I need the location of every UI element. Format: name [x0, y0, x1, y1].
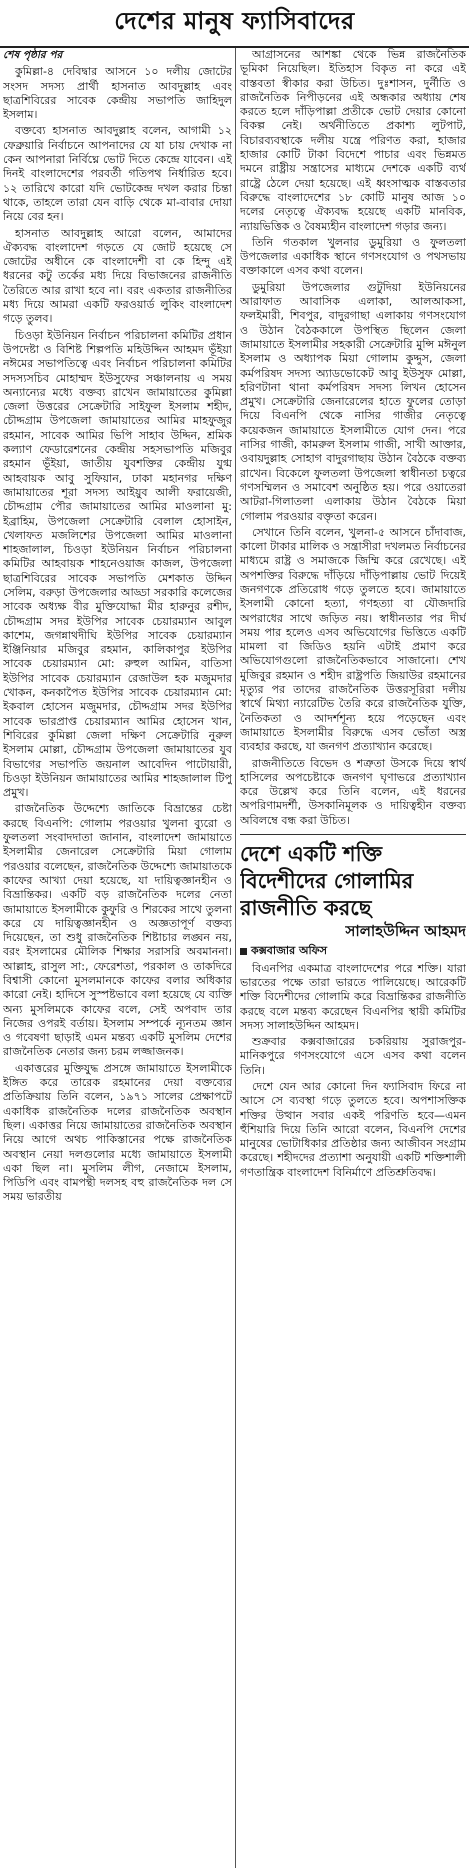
paragraph: সেখানে তিনি বলেন, খুলনা-৫ আসনে চাঁদাবাজ, কালো টাকার মালিক ও সন্ত্রাসীরা দখলমত নির্বাচনের মাধ্যমে রাষ্ট্র ও সমাজকে জিম্মি করে রেখেছে। এই অপশক্তির বিরুদ্ধে দাঁড়িয়ে দাঁড়িপাল্লায় ভোট দিয়েই জনগণকে প্রতিরোধ গড়ে তুলতে হবে। জামায়াতে ইসলামী কোনো হত্যা, গণহত্যা বা যৌজদারি অপরাধের সাথে জড়িত নয়। স্বাধীনতার পর দীর্ঘ সময় পার হলেও এসব অভিযোগের ভিত্তিতে একটি মামলা বা জিডিও হয়নি এটাই প্রমাণ করে অভিযোগগুলো রাজনৈতিকভাবে সাজানো। শেখ মুজিবুর রহমান ও শহীদ রাষ্ট্রপতি জিয়াউর রহমানের মৃত্যুর পর তাদের রাজনৈতিক উত্তরসূরিরা দলীয় স্বার্থে মিথ্যা ন্যারেটিভ তৈরি করে রাজনৈতিক যুক্তি, নৈতিকতা ও আদর্শশূন্য হয়ে পড়েছেন এবং জামায়াতে ইসলামীর বিরুদ্ধে এসব ভোঁতা অস্ত্র ব্যবহার করছে, যা জনগণ প্রত্যাখ্যান করেছে। — [240, 525, 466, 754]
story2-dateline-text: কক্সবাজার অফিস — [251, 944, 327, 958]
square-bullet-icon — [240, 948, 247, 955]
paragraph: দেশে যেন আর কোনো দিন ফ্যাসিবাদ ফিরে না আসে সে ব্যবস্থা গড়ে তুলতে হবে। অপশাসক্তিক শক্তির উত্থান সবার একই পরিণতি হবে—এমন হুঁশিয়ারি দিয়ে তিনি আরো বলেন, বিএনপি দেশের মানুষের ভোটাধিকার প্রতিষ্ঠার জন্য আজীবন সংগ্রাম করেছে। শহীদদের প্রত্যাশা অনুযায়ী একটি শক্তিশালী গণতান্ত্রিক বাংলাদেশ বিনির্মাণে প্রতিশ্রুতিবদ্ধ। — [240, 1080, 466, 1179]
paragraph: কুমিল্লা-৪ দেবিদ্বার আসনে ১০ দলীয় জোটের সংসদ সদস্য প্রার্থী হাসনাত আবদুল্লাহ এবং ছাত্রশিবিরের সাবেক কেন্দ্রীয় সভাপতি জাহিদুল ইসলাম। — [3, 65, 232, 122]
story2-dateline — [240, 944, 466, 958]
paragraph: রাজনীতিতে বিভেদ ও শত্রুতা উসকে দিয়ে স্বার্থ হাসিলের অপচেষ্টাকে জনগণ ঘৃণাভরে প্রত্যাখ্যান করে উল্লেখ করে তিনি বলেন, এই ধরনের অপরিণামদর্শী, উসকানিমূলক ও দায়িত্বহীন বক্তব্য অবিলম্বে বন্ধ করা উচিত। — [240, 756, 466, 827]
left-column — [3, 48, 232, 1868]
paragraph: তিনি গতকাল খুলনার ডুমুরিয়া ও ফুলতলা উপজেলার একাধিক স্থানে গণসংযোগ ও পথসভায় বক্তাকালে এসব কথা বলেন। — [240, 235, 466, 278]
right-column — [240, 48, 466, 1868]
paragraph: হাসনাত আবদুল্লাহ আরো বলেন, আমাদের ঐক্যবদ্ধ বাংলাদেশ গড়তে যে জোট হয়েছে সে জোটের অধীনে কে বাংলাদেশী বা কে হিন্দু এই ধরনের কটু তর্কের মধ্য দিয়ে বিভাজনের রাজনীতি তৈরিতে আর রাখা হবে না। বরং একতার রাজনীতির মধ্য দিয়ে আমরা একটি ফরওয়ার্ড লুকিং বাংলাদেশ গড়ে তুলব। — [3, 226, 232, 326]
paragraph: রাজনৈতিক উদ্দেশ্যে জাতিকে বিভ্রান্তের চেষ্টা করছে বিএনপি: গোলাম পরওয়ার খুলনা ব্যুরো ও ফুলতলা সংবাদদাতা জানান, বাংলাদেশ জামায়াতে ইসলামীর জেনারেল সেক্রেটারি মিয়া গোলাম পরওয়ার বলেছেন, রাজনৈতিক উদ্দেশ্যে জামায়াতকে কাফের আখ্যা দেয়া হয়েছে, যা দায়িত্বজ্ঞানহীন ও বিভ্রান্তিকর। একটি বড় রাজনৈতিক দলের নেতা জামায়াতে ইসলামীকে কুফুরি ও শিরকের সাথে তুলনা করে যে দায়িত্বজ্ঞানহীন ও অজ্ঞতাপূর্ণ বক্তব্য দিয়েছেন, তা শুধু রাজনৈতিক শিষ্টাচার লঙ্ঘন নয়, বরং ইসলামের মৌলিক শিক্ষার সরাসরি অবমাননা। আল্লাহ, রাসুল সা:, ফেরেশতা, পরকাল ও তাকদিরে বিশ্বাসী কোনো মুসলমানকে কাফের বলার অধিকার কারো নেই। হাদিসে সুস্পষ্টভাবে বলা হয়েছে যে ব্যক্তি অন্য মুসলিমকে কাফের বলে, সেই অপবাদ তার নিজের ওপরই বর্তায়। ইসলাম সম্পর্কে ন্যূনতম জ্ঞান ও গবেষণা ছাড়াই এমন মন্তব্য একটি মুসলিম দেশের রাজনৈতিক নেতার জন্য চরম লজ্জাজনক। — [3, 802, 232, 1059]
story-divider — [240, 834, 466, 835]
paragraph: ডুমুরিয়া উপজেলার গুটুদিয়া ইউনিয়নের আরাফাত আবাসিক এলাকা, আলআকসা, ফলইমারী, শিবপুর, বাদুরগাছা এলাকায় গণসংযোগ ও উঠান বৈঠককালে উপস্থিত ছিলেন জেলা জামায়াতে ইসলামীর সহকারী সেক্রেটারি মুন্সি মঈনুল ইসলাম ও অধ্যাপক মিয়া গোলাম কুদ্দুস, জেলা কর্মপরিষদ সদস্য অ্যাডভোকেট আবু ইউসুফ মোল্লা, হরিণটানা থানা কর্মপরিষদ সদস্য লিখন হোসেন প্রমুখ। সেক্রেটারি জেনারেলের হাতে ফুলের তোড়া দিয়ে বিএনপি থেকে নাসির গাজীর নেতৃত্বে কয়েকজন জামায়াতে ইসলামীতে যোগ দেন। পরে নাসির গাজী, কামরুল ইসলাম গাজী, সাখী আক্তার, ওবায়দুল্লাহ সোহাগ বাদুরগাছায় উঠান বৈঠকে বক্তব্য রাখেন। বিকেলে ফুলতলা উপজেলা স্বাধীনতা চত্বরে গণসম্মিলন ও সমাবেশ অনুষ্ঠিত হয়। পরে ওয়াতেরা আটরা-গিলাতলা এলাকায় উঠান বৈঠকে মিয়া গোলাম পরওয়ার বক্তৃতা করেন। — [240, 280, 466, 523]
paragraph: শুক্রবার কক্সবাজারের চকরিয়ায় সুরাজপুর- মানিকপুরে গণসংযোগে এসে এসব কথা বলেন তিনি। — [240, 1035, 466, 1077]
paragraph: বক্তব্যে হাসনাত আবদুল্লাহ বলেন, আগামী ১২ ফেব্রুয়ারি নির্বাচনে আপনাদের যে যা চায় দেখাক না কেন আপনারা নির্বিঘ্নে ভোট দিতে কেন্দ্রে যাবেন। এই দিনই বাংলাদেশের পরবর্তী গতিপথ নির্ধারিত হবে। ১২ তারিখে কারো যদি ভোটকেন্দ্র দখল করার চিন্তা থাকে, তাহলে তারা যেন বাড়ি থেকে মা-বাবার দোয়া নিয়ে বের হন। — [3, 124, 232, 224]
paragraph: বিএনপির একমাত্র বাংলাদেশের পরে শক্তি। যারা ভারতের পক্ষে তারা ভারতে পালিয়েছে। আরেকটি শক্তি বিদেশীদের গোলামি করে বিভ্রান্তিকর রাজনীতি করছে বলে মন্তব্য করেছেন বিএনপির স্থায়ী কমিটির সদস্য সালাহউদ্দিন আহমদ। — [240, 961, 466, 1032]
paragraph: একাত্তরের মুক্তিযুদ্ধ প্রসঙ্গে জামায়াতে ইসলামীকে ইঙ্গিত করে তারেক রহমানের দেয়া বক্তব্যের প্রতিক্রিয়ায় তিনি বলেন, ১৯৭১ সালের প্রেক্ষাপটে একাধিক রাজনৈতিক দলের রাজনৈতিক অবস্থান ছিল। একাত্তর নিয়ে জামায়াতের রাজনৈতিক অবস্থান নিয়ে আগে অথচ পাকিস্তানের পক্ষে রাজনৈতিক অবস্থান নেয়া দলগুলোর মধ্যে জামায়াতে ইসলামী একা ছিল না। মুসলিম লীগ, নেজামে ইসলাম, পিডিপি এবং বামপন্থী দলসহ বহু রাজনৈতিক দল সে সময় ভারতীয় — [3, 1061, 232, 1204]
paragraph: আগ্রাসনের আশঙ্কা থেকে ভিন্ন রাজনৈতিক ভূমিকা নিয়েছিল। ইতিহাস বিকৃত না করে এই বাস্তবতা স্বীকার করা উচিত। দুঃশাসন, দুর্নীতি ও রাজনৈতিক নিপীড়নের এই অন্ধকার অধ্যায় শেষ করতে হলে দাঁড়িপাল্লা প্রতীকে ভোট দেয়ার কোনো বিকল্প নেই। অর্থনীতিতে প্রকাশ্য লুটপাট, বিচারব্যবস্থাকে দলীয় যন্ত্রে পরিণত করা, হাজার হাজার কোটি টাকা বিদেশে পাচার এবং ভিন্নমত দমনে রাষ্ট্রীয় সন্ত্রাসের মাধ্যমে দেশকে একটি ব্যর্থ রাষ্ট্রে ঠেলে দেয়া হয়েছে। এই ধ্বংসাত্মক বাস্তবতার বিরুদ্ধে বাংলাদেশের ১৮ কোটি মানুষ আজ ১০ দলের নেতৃত্বে ঐক্যবদ্ধ হয়েছে একটি মানবিক, ন্যায়ভিত্তিক ও বৈষম্যহীন বাংলাদেশ গড়ার জন্য। — [240, 48, 466, 233]
headline-bar — [0, 0, 469, 48]
page-headline: দেশের মানুষ ফ্যাসিবাদের — [114, 7, 355, 35]
continuation-label: শেষ পৃষ্ঠার পর — [3, 49, 63, 61]
story2-byline: সালাহউদ্দিন আহমদ — [345, 922, 466, 941]
column-divider — [235, 48, 236, 1868]
story2-headline: দেশে একটি শক্তি বিদেশীদের গোলামির রাজনীতি করছে — [240, 842, 414, 921]
paragraph: চিওড়া ইউনিয়ন নির্বাচন পরিচালনা কমিটির প্রধান উপদেষ্টা ও বিশিষ্ট শিল্পপতি মহিউদ্দিন আহমদ ভূঁইয়া নঈমের সভাপতিত্বে এবং নির্বাচন পরিচালনা কমিটির সদস্যসচিব মোহাম্মদ ইউসুফের সঞ্চালনায় এ সময় অন্যান্যের মধ্যে বক্তব্য রাখেন জামায়াতের কুমিল্লা জেলা উত্তরের সেক্রেটারি সাইফুল ইসলাম শহীদ, চৌদ্দগ্রাম উপজেলা জামায়াতের আমির মাহফুজুর রহমান, সাবেক আমির ভিপি সাহাব উদ্দিন, শ্রমিক কল্যাণ ফেডারেশনের কেন্দ্রীয় সহসভাপতি মজিবুর রহমান ভূঁইয়া, জাতীয় যুবশক্তির কেন্দ্রীয় যুগ্ম আহবায়ক আবু সুফিয়ান, ঢাকা মহানগর দক্ষিণ জামায়াতের শূরা সদস্য আইয়ুব আলী ফরায়েজী, চৌদ্দগ্রাম পৌর জামায়াতের আমির মাওলানা মু: ইব্রাহিম, উপজেলা সেক্রেটারি বেলাল হোসাইন, খেলাফত মজলিশের উপজেলা আমির মাওলানা শাহজালাল, চিওড়া ইউনিয়ন নির্বাচন পরিচালনা কমিটির আহবায়ক শাহনেওয়াজ কাজল, উপজেলা ছাত্রশিবিরের সাবেক সভাপতি মেশকাত উদ্দিন সেলিম, বরুড়া উপজেলার আড্ডা সরকারি কলেজের সাবেক অধ্যক্ষ বীর মুক্তিযোদ্ধা মীর হারুনুর রশীদ, চৌদ্দগ্রাম সদর ইউপির সাবেক চেয়ারম্যান আবুল কাশেম, জগন্নাথদীঘি ইউপির সাবেক চেয়ারম্যান ইঞ্জিনিয়ার মজিবুর রহমান, কালিকাপুর ইউপির সাবেক চেয়ারম্যান মো: রুহুল আমিন, বাতিসা ইউপির সাবেক চেয়ারম্যান রেজাউল হক মজুমদার খোকন, কনকাপৈত ইউপির সাবেক চেয়ারম্যান মো: ইকবাল হোসেন মজুমদার, চৌদ্দগ্রাম সদর ইউপির সাবেক ভারপ্রাপ্ত চেয়ারম্যান আমির হোসেন খান, শিবিরের কুমিল্লা জেলা দক্ষিণ সেক্রেটারি নুরুল ইসলাম মোল্লা, চৌদ্দগ্রাম উপজেলা জামায়াতের যুব বিভাগের সভাপতি জয়নাল আবেদিন পাটোয়ারী, চিওড়া ইউনিয়ন জামায়াতের আমির শাহজালাল টিপু প্রমুখ। — [3, 328, 232, 800]
